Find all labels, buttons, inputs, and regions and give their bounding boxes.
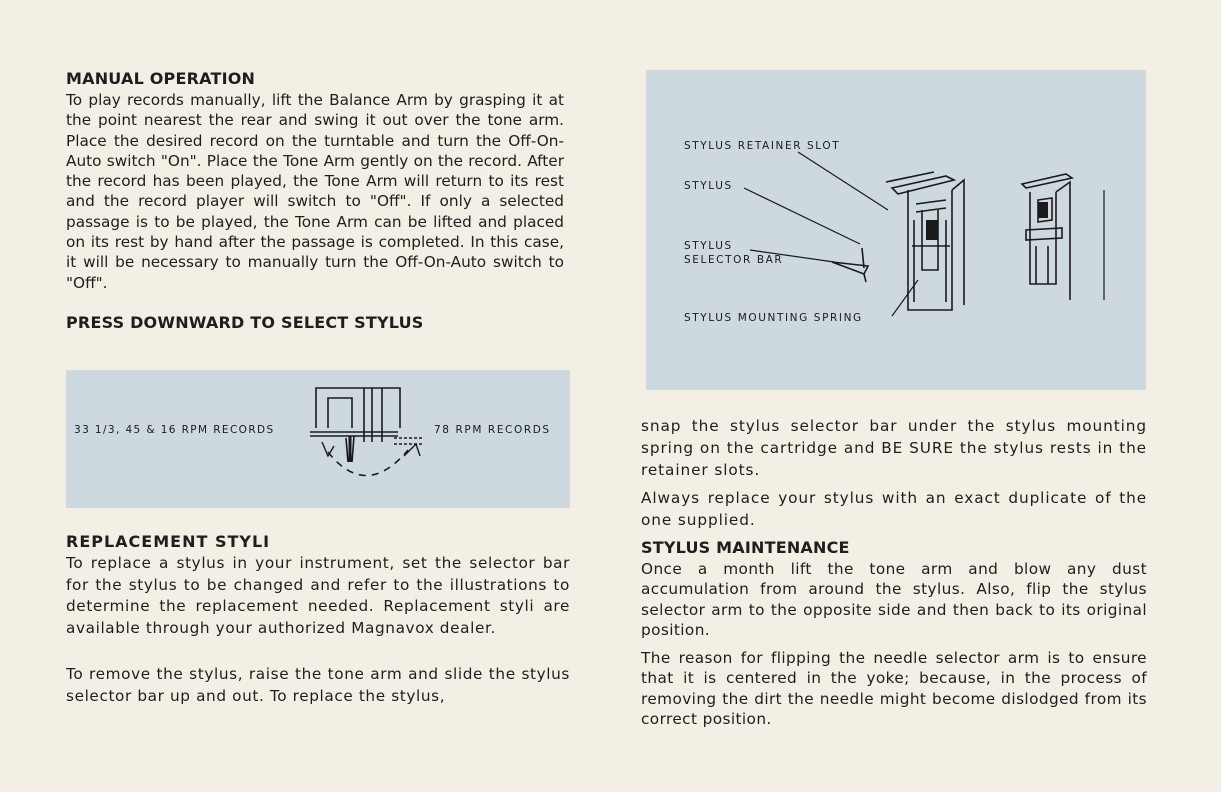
- reason-flipping-text: The reason for flipping the needle selector arm is to ensure that it is centered in the yoke; because, in the process of removing the dirt the needle might become dislodged from its correct position.: [641, 649, 1147, 729]
- stylus-maintenance-heading: STYLUS MAINTENANCE: [641, 538, 850, 557]
- replacement-styli-text: To replace a stylus in your instrument, set the selector bar for the stylus to be changed and refer to the illustrations to determine the replacement needed. Replacement styli are available through your authorized Magnavox dealer.: [66, 554, 570, 637]
- left-column: [66, 68, 564, 334]
- manual-operation-text: To play records manually, lift the Balance Arm by grasping it at the point nearest the rear and swing it out over the tone arm. Place the desired record on the turntable and turn the Off-On-Auto switch "On". Place the Tone Arm gently on the record. After the record has been played, the Tone Arm will return to its rest and the record player will switch to "Off". If only a selected passage is to be played, the Tone Arm can be lifted and placed on its rest by hand after the passage is completed. In this case, it will be necessary to manually turn the Off-On-Auto switch to "Off".: [66, 91, 564, 292]
- selector-bar-label-line1: STYLUS: [684, 240, 733, 252]
- selector-bar-label-line2: SELECTOR BAR: [684, 254, 784, 266]
- stylus-maintenance-text: Once a month lift the tone arm and blow any dust accumulation from around the stylus. Also, flip the stylus selector arm to the opposite side and then back to its original position.: [641, 560, 1147, 639]
- replacement-styli-section: [66, 531, 570, 707]
- stylus-label: STYLUS: [684, 180, 733, 192]
- press-downward-heading: PRESS DOWNWARD TO SELECT STYLUS: [66, 312, 424, 332]
- slow-rpm-label: 33 1/3, 45 & 16 RPM RECORDS: [74, 424, 275, 436]
- retainer-slot-label: STYLUS RETAINER SLOT: [684, 140, 841, 152]
- remove-stylus-text: To remove the stylus, raise the tone arm and slide the stylus selector bar up and out. To replace the stylus,: [66, 665, 570, 705]
- stylus-diagram-panel: [646, 70, 1146, 390]
- mounting-spring-label: STYLUS MOUNTING SPRING: [684, 312, 863, 324]
- cartridge-selector-drawing: [66, 370, 570, 508]
- right-column: [641, 415, 1147, 729]
- fast-rpm-label: 78 RPM RECORDS: [434, 424, 551, 436]
- select-stylus-panel: [66, 370, 570, 508]
- cartridge-diagram-drawing: [646, 70, 1146, 390]
- replace-duplicate-text: Always replace your stylus with an exact duplicate of the one supplied.: [641, 489, 1147, 529]
- manual-operation-heading: MANUAL OPERATION: [66, 69, 256, 88]
- snap-stylus-text: snap the stylus selector bar under the stylus mounting spring on the cartridge and BE SURE the stylus rests in the retainer slots.: [641, 417, 1147, 479]
- replacement-styli-heading: REPLACEMENT STYLI: [66, 532, 271, 551]
